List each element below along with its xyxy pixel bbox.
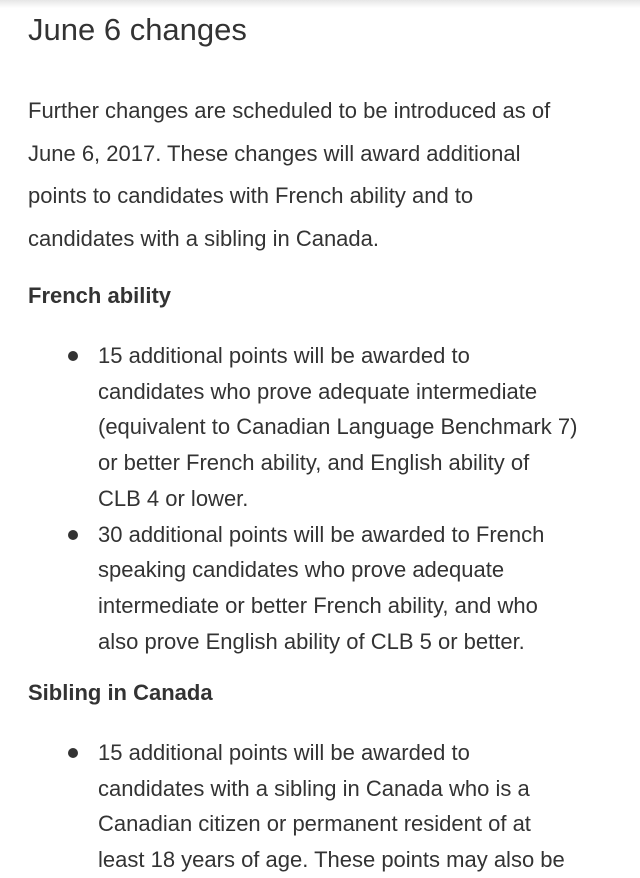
intro-paragraph bbox=[28, 90, 628, 260]
list-item bbox=[28, 735, 565, 878]
list-item-line: or better French ability, and English ability of bbox=[98, 450, 530, 476]
list-item-line: also prove English ability of CLB 5 or better. bbox=[98, 628, 525, 654]
section-heading-french-ability: French ability bbox=[28, 283, 172, 308]
list-item-line: Canadian citizen or permanent resident of at bbox=[98, 811, 531, 837]
bullet-icon bbox=[68, 530, 78, 540]
top-edge-shadow bbox=[0, 0, 640, 8]
section-heading-sibling-in-canada: Sibling in Canada bbox=[28, 680, 213, 705]
list-item-line: intermediate or better French ability, and who bbox=[98, 592, 538, 618]
sibling-in-canada-list bbox=[28, 735, 565, 878]
bullet-icon bbox=[68, 351, 78, 361]
list-item-line: 15 additional points will be awarded to bbox=[98, 343, 470, 368]
list-item-line: speaking candidates who prove adequate bbox=[98, 557, 505, 583]
intro-line: Further changes are scheduled to be introduced as of bbox=[28, 98, 551, 123]
list-item-line: CLB 4 or lower. bbox=[98, 485, 249, 511]
list-item-line: candidates who prove adequate intermediate bbox=[98, 378, 538, 404]
list-item bbox=[28, 338, 577, 517]
french-ability-list bbox=[28, 338, 577, 659]
list-item-line: candidates with a sibling in Canada who is a bbox=[98, 775, 530, 801]
list-item-line: 30 additional points will be awarded to French bbox=[98, 521, 545, 547]
bullet-icon bbox=[68, 748, 78, 758]
intro-line: candidates with a sibling in Canada. bbox=[28, 225, 380, 251]
list-item-line: 15 additional points will be awarded to bbox=[98, 740, 470, 765]
list-item bbox=[28, 517, 577, 660]
page-title: June 6 changes bbox=[28, 12, 247, 47]
list-item-line: least 18 years of age. These points may also be bbox=[98, 847, 565, 873]
intro-line: June 6, 2017. These changes will award additional bbox=[28, 140, 521, 166]
list-item-line: (equivalent to Canadian Language Benchmark 7) bbox=[98, 414, 578, 440]
intro-line: points to candidates with French ability and to bbox=[28, 183, 474, 208]
